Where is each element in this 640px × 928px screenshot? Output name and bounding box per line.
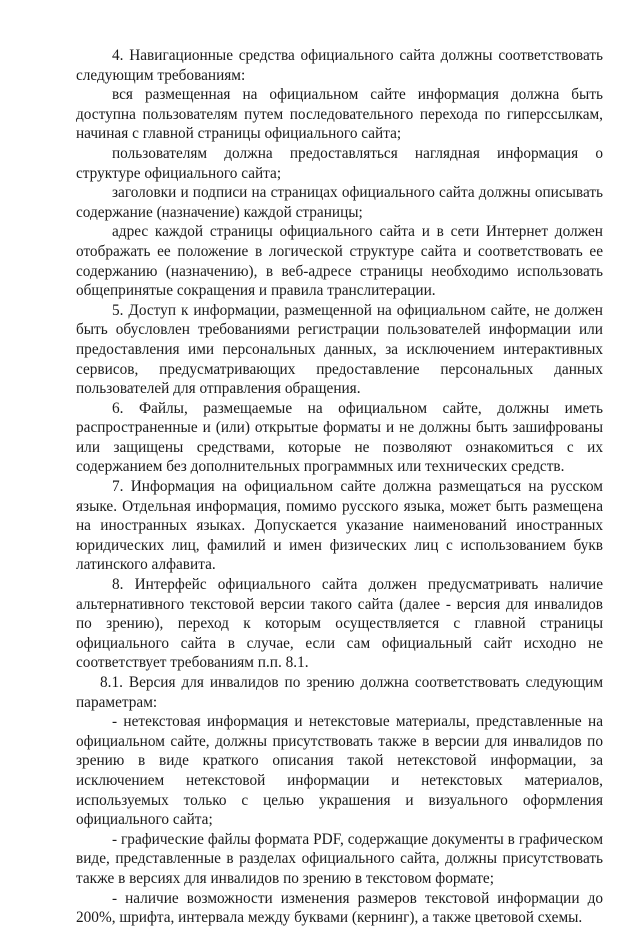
list-item-pdf-files: - графические файлы формата PDF, содержащие документы в графическом виде, представленные в разделах официального сайта, должны присутствовать также в версиях для инвалидов по зрению в текстовом формате; — [76, 830, 603, 887]
paragraph-page-address: адрес каждой страницы официального сайта и в сети Интернет должен отображать ее положение в логической структуре сайта и соответствовать ее содержанию (назначению), в веб-адресе страницы необходимо использовать общепринятые сокращения и правила транслитерации. — [76, 223, 603, 300]
paragraph-page-headings: заголовки и подписи на страницах официального сайта должны описывать содержание (назначение) каждой страницы; — [76, 184, 603, 221]
paragraph-structure-info: пользователям должна предоставляться наглядная информация о структуре официального сайта; — [76, 144, 603, 182]
paragraph-accessible-parameters: 8.1. Версия для инвалидов по зрению должна соответствовать следующим параметрам: — [76, 674, 603, 711]
paragraph-access-registration: 5. Доступ к информации, размещенной на официальном сайте, не должен быть обусловлен требованиями регистрации пользователей информации или предоставления ими персональных данных, за исключением интерактивных сервисов, предусматривающих предоставление персональных данных пользователей для отправления обращения. — [76, 301, 603, 398]
paragraph-file-formats: 6. Файлы, размещаемые на официальном сайте, должны иметь распространенные и (или) открытые форматы и не должны быть зашифрованы или защищены средствами, которые не позволяют ознакомиться с их содержанием без дополнительных программных или технических средств. — [76, 399, 603, 476]
paragraph-accessible-version: 8. Интерфейс официального сайта должен предусматривать наличие альтернативного текстовой версии такого сайта (далее - версия для инвалидов по зрению), переход к которым осуществляется с главной страницы официального сайта в случае, если сам официальный сайт исходно не соответствует требованиям п.п. 8.1. — [76, 576, 603, 672]
paragraph-language: 7. Информация на официальном сайте должна размещаться на русском языке. Отдельная информация, помимо русского языка, может быть размещена на иностранных языках. Допускается указание наименований иностранных юридических лиц, фамилий и имен физических лиц с использованием букв латинского алфавита. — [76, 478, 603, 574]
paragraph-navigation-requirements: 4. Навигационные средства официального сайта должны соответствовать следующим требованиям: — [76, 47, 603, 84]
list-item-resize-options: - наличие возможности изменения размеров текстовой информации до 200%, шрифта, интервала между буквами (кернинг), а также цветовой схемы. — [76, 889, 603, 927]
list-item-non-text-info: - нетекстовая информация и нетекстовые материалы, представленные на официальном сайте, должны присутствовать также в версии для инвалидов по зрению в виде краткого описания такой нетекстовой информации, за исключением нетекстовой информации и нетекстовых материалов, используемых только с целью украшения и визуального оформления официального сайта; — [76, 713, 603, 829]
document-page — [76, 46, 603, 928]
paragraph-hyperlink-access: вся размещенная на официальном сайте информация должна быть доступна пользователям путем последовательного перехода по гиперссылкам, начиная с главной страницы официального сайта; — [76, 86, 603, 143]
